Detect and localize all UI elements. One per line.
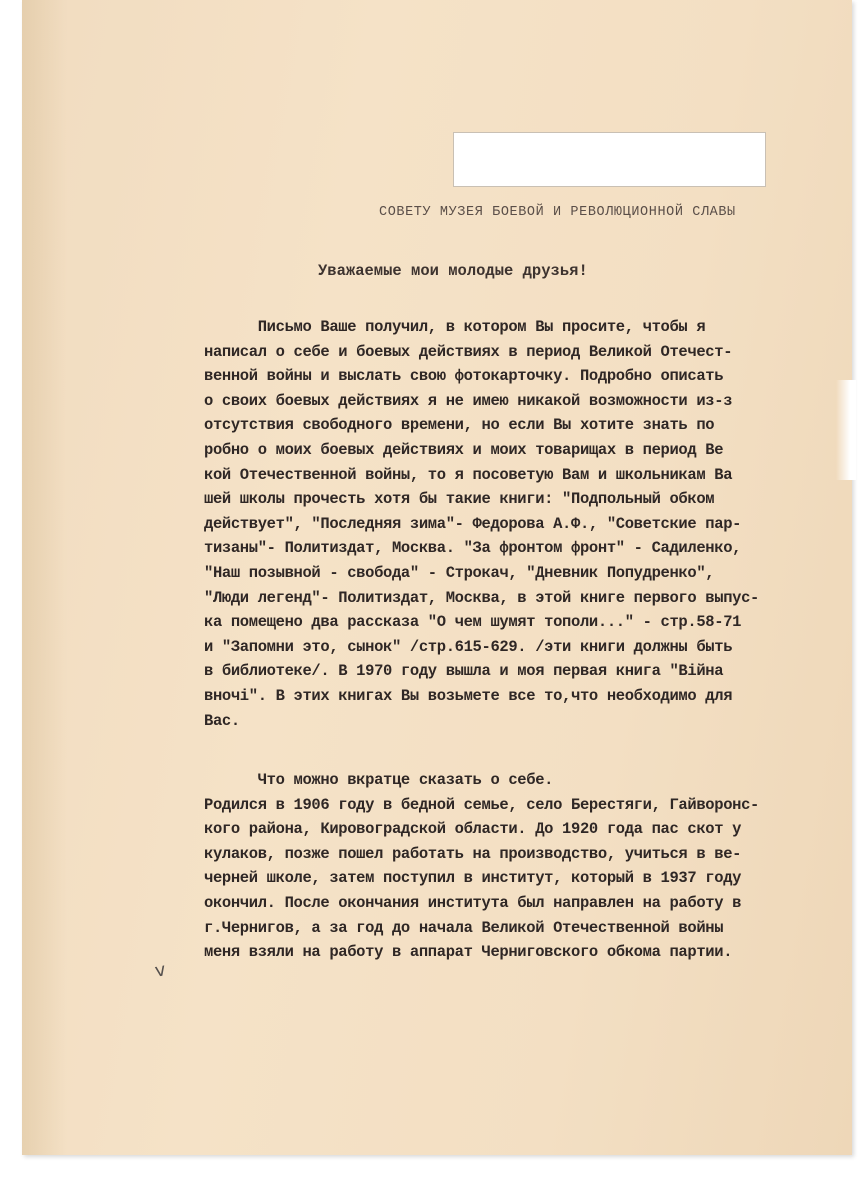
letter-body — [204, 315, 844, 965]
text-line: шей школы прочесть хотя бы такие книги: "Подпольный обком — [204, 490, 715, 509]
text-line: Что можно вкратце сказать о себе. — [204, 771, 554, 790]
paragraph-2 — [204, 768, 844, 965]
text-line: робно о моих боевых действиях и моих товарищах в период Ве — [204, 440, 724, 459]
text-line: Вас. — [204, 711, 240, 730]
redaction-box — [453, 132, 766, 187]
text-line: кого района, Кировоградской области. До 1920 года пас скот у — [204, 820, 742, 839]
text-line: тизаны"- Политиздат, Москва. "За фронтом фронт" - Садиленко, — [204, 539, 742, 558]
paragraph-1 — [204, 315, 844, 733]
paragraph-gap — [204, 733, 844, 768]
salutation: Уважаемые мои молодые друзья! — [318, 262, 588, 280]
text-line: меня взяли на работу в аппарат Черниговского обкома партии. — [204, 943, 733, 962]
text-line: "Наш позывной - свобода" - Строкач, "Дневник Попудренко", — [204, 563, 715, 582]
text-line: написал о себе и боевых действиях в период Великой Отечест- — [204, 342, 733, 361]
text-line: в библиотеке/. В 1970 году вышла и моя первая книга "Війна — [204, 662, 724, 681]
text-line: Родился в 1906 году в бедной семье, село Берестяги, Гайворонс- — [204, 795, 759, 814]
text-line: действует", "Последняя зима"- Федорова А.Ф., "Советские пар- — [204, 514, 742, 533]
text-line: отсутствия свободного времени, но если Вы хотите знать по — [204, 416, 715, 435]
text-line: черней школе, затем поступил в институт, который в 1937 году — [204, 869, 742, 888]
text-line: кулаков, позже пошел работать на производство, учиться в ве- — [204, 844, 742, 863]
text-line: кой Отечественной войны, то я посоветую Вам и школьникам Ва — [204, 465, 733, 484]
margin-check-mark: v — [153, 959, 168, 982]
text-line: Письмо Ваше получил, в котором Вы просите, чтобы я — [204, 318, 706, 336]
text-line: г.Чернигов, а за год до начала Великой Отечественной войны — [204, 918, 724, 937]
text-line: венной войны и выслать свою фотокарточку. Подробно описать — [204, 367, 724, 386]
text-line: "Люди легенд"- Политиздат, Москва, в этой книге первого выпус- — [204, 588, 759, 607]
text-line: ка помещено два рассказа "О чем шумят тополи..." - стр.58-71 — [204, 613, 742, 632]
addressee-line: СОВЕТУ МУЗЕЯ БОЕВОЙ И РЕВОЛЮЦИОННОЙ СЛАВЫ — [379, 205, 736, 220]
text-line: окончил. После окончания института был направлен на работу в — [204, 894, 742, 913]
text-line: вночі". В этих книгах Вы возьмете все то,что необходимо для — [204, 686, 733, 705]
text-line: о своих боевых действиях я не имею никакой возможности из-з — [204, 391, 733, 410]
text-line: и "Запомни это, сынок" /стр.615-629. /эти книги должны быть — [204, 637, 733, 656]
